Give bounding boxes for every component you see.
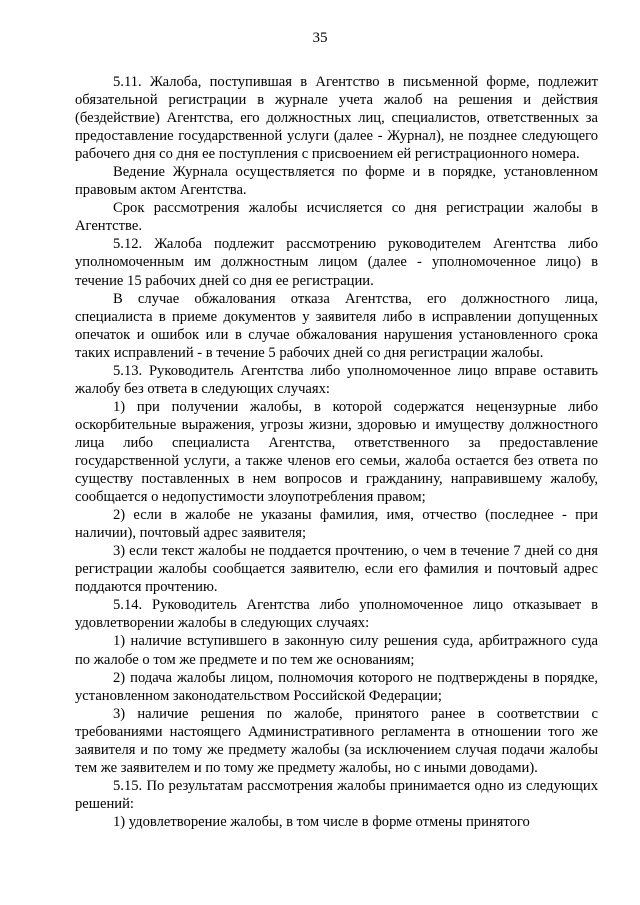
paragraph-5-13: 5.13. Руководитель Агентства либо уполномоченное лицо вправе оставить жалобу без ответа в следующих случаях: <box>75 362 598 397</box>
list-item-5-14-1: 1) наличие вступившего в законную силу решения суда, арбитражного суда по жалобе о том же предмете и по тем же основаниям; <box>75 633 598 668</box>
paragraph-5-14: 5.14. Руководитель Агентства либо уполномоченное лицо отказывает в удовлетворении жалобы в следующих случаях: <box>75 597 598 632</box>
list-item-5-13-3: 3) если текст жалобы не поддается прочтению, о чем в течение 7 дней со дня регистрации жалобы сообщается заявителю, если его фамилия и почтовый адрес поддаются прочтению. <box>75 543 598 596</box>
list-item-5-13-2: 2) если в жалобе не указаны фамилия, имя, отчество (последнее - при наличии), почтовый адрес заявителя; <box>75 507 598 542</box>
paragraph-5-15: 5.15. По результатам рассмотрения жалобы принимается одно из следующих решений: <box>75 777 598 812</box>
page-number: 35 <box>312 30 328 46</box>
list-item-5-14-2: 2) подача жалобы лицом, полномочия которого не подтверждены в порядке, установленном законодательством Российской Федерации; <box>75 669 598 704</box>
list-item-5-15-1: 1) удовлетворение жалобы, в том числе в форме отмены принятого <box>113 813 530 830</box>
paragraph-5-11: 5.11. Жалоба, поступившая в Агентство в письменной форме, подлежит обязательной регистрации в журнале учета жалоб на решения и действия (бездействие) Агентства, его должностных лиц, специалистов, ответственных за предоставление государственной услуги (далее - Журнал), не позднее следующего рабочего дня со дня ее поступления с присвоением ей регистрационного номера. <box>75 74 598 163</box>
list-item-5-13-1: 1) при получении жалобы, в которой содержатся нецензурные либо оскорбительные выражения, угрозы жизни, здоровью и имуществу должностного лица либо специалиста Агентства, ответственного за предоставление государственной услуги, а также членов его семьи, жалоба остается без ответа по существу поставленных в нем вопросов и гражданину, направившему жалобу, сообщается о недопустимости злоупотребления правом; <box>75 398 598 506</box>
paragraph-review-term: Срок рассмотрения жалобы исчисляется со дня регистрации жалобы в Агентстве. <box>75 200 598 235</box>
paragraph-5-12: 5.12. Жалоба подлежит рассмотрению руководителем Агентства либо уполномоченным им должностным лицом (далее - уполномоченное лицо) в течение 15 рабочих дней со дня ее регистрации. <box>75 236 598 289</box>
document-body <box>75 73 598 831</box>
paragraph-refusal-appeal: В случае обжалования отказа Агентства, его должностного лица, специалиста в приеме документов у заявителя либо в исправлении допущенных опечаток и ошибок или в случае обжалования нарушения установленного срока таких исправлений - в течение 5 рабочих дней со дня регистрации жалобы. <box>75 290 598 361</box>
paragraph-journal-form: Ведение Журнала осуществляется по форме и в порядке, установленном правовым актом Агентства. <box>75 164 598 199</box>
list-item-5-14-3: 3) наличие решения по жалобе, принятого ранее в соответствии с требованиями настоящего Административного регламента в отношении того же заявителя и по тому же предмету жалобы (за исключением случая подачи жалобы тем же заявителем и по тому же предмету жалобы, но с иными доводами). <box>75 705 598 776</box>
